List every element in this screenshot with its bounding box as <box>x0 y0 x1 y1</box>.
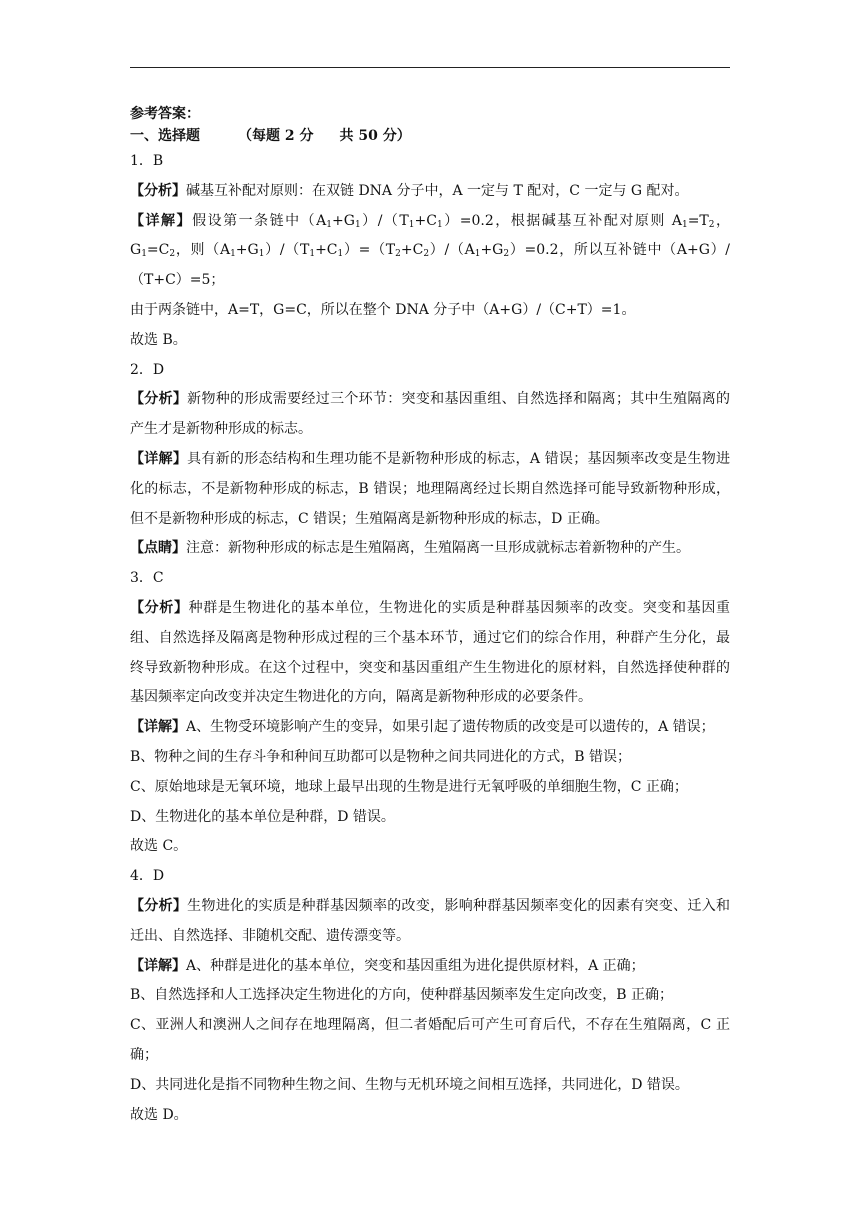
page-title: 参考答案： <box>130 106 200 122</box>
q2-answer: 2．D <box>130 361 165 378</box>
q1-detail-cont: 由于两条链中，A=T，G=C，所以在整个 DNA 分子中（A+G）/（C+T）=1。 <box>130 301 636 318</box>
q3-option-d: D、生物进化的基本单位是种群，D 错误。 <box>130 808 395 825</box>
q4-option-c: C、亚洲人和澳洲人之间存在地理隔离，但二者婚配后可产生可育后代，不存在生殖隔离，C 正确； <box>130 1017 730 1063</box>
q4-answer: 4．D <box>130 868 165 885</box>
q2-comment: 【点睛】注意：新物种形成的标志是生殖隔离，生殖隔离一旦形成就标志着新物种的产生。 <box>130 540 690 557</box>
header-rule <box>130 67 730 68</box>
answer-content <box>130 104 730 1130</box>
q4-option-d: D、共同进化是指不同物种生物之间、生物与无机环境之间相互选择，共同进化，D 错误。 <box>130 1076 689 1093</box>
detail-tag: 【详解】 <box>130 957 186 974</box>
q3-answer: 3．C <box>130 570 164 587</box>
q1-conclusion: 故选 B。 <box>130 331 187 348</box>
analysis-tag: 【分析】 <box>130 897 188 914</box>
q3-detail: 【详解】A、生物受环境影响产生的变异，如果引起了遗传物质的改变是可以遗传的，A 错误； <box>130 719 715 736</box>
detail-tag: 【详解】 <box>130 719 186 736</box>
detail-tag: 【详解】 <box>130 450 188 467</box>
q4-option-b: B、自然选择和人工选择决定生物进化的方向，使种群基因频率发生定向改变，B 正确； <box>130 987 674 1004</box>
q3-option-b: B、物种之间的生存斗争和种间互助都可以是物种之间共同进化的方式，B 错误； <box>130 748 632 765</box>
q2-analysis: 【分析】新物种的形成需要经过三个环节：突变和基因重组、自然选择和隔离；其中生殖隔离的产生才是新物种形成的标志。 <box>130 391 730 438</box>
comment-tag: 【点睛】 <box>130 540 186 557</box>
section-heading <box>130 125 730 147</box>
detail-tag: 【详解】 <box>130 212 193 229</box>
q1-analysis: 【分析】碱基互补配对原则：在双链 DNA 分子中，A 一定与 T 配对，C 一定与 G 配对。 <box>130 182 689 199</box>
analysis-tag: 【分析】 <box>130 599 189 616</box>
q2-detail: 【详解】具有新的形态结构和生理功能不是新物种形成的标志，A 错误；基因频率改变是生物进化的标志，不是新物种形成的标志，B 错误；地理隔离经过长期自然选择可能导致新物种形成，但不是新物种形成的标志，C 错误；生殖隔离是新物种形成的标志，D 正确。 <box>130 450 731 527</box>
q1-detail: 【详解】假设第一条链中$(A_1+G_1)/(T_1+C_1)=0.2$，根据碱基互补配对原则 $A_1=T_2$，$G_1=C_2$，则$(A_1+G_1)/(T_1+C_1)=(T_2+C_2)/(A_1+G_2)=0.2$，所以互补链中（A+G）/（T+C）=5； <box>130 212 731 289</box>
q3-conclusion: 故选 C。 <box>130 838 188 855</box>
section-name: 一、选择题 <box>130 128 200 144</box>
section-score-total: 共 50 分） <box>339 128 411 144</box>
q4-detail: 【详解】A、种群是进化的基本单位，突变和基因重组为进化提供原材料，A 正确； <box>130 957 645 974</box>
q3-analysis: 【分析】种群是生物进化的基本单位，生物进化的实质是种群基因频率的改变。突变和基因重组、自然选择及隔离是物种形成过程的三个基本环节，通过它们的综合作用，种群产生分化，最终导致新物种形成。在这个过程中，突变和基因重组产生生物进化的原材料，自然选择使种群的基因频率定向改变并决定生物进化的方向，隔离是新物种形成的必要条件。 <box>130 599 731 706</box>
q4-analysis: 【分析】生物进化的实质是种群基因频率的改变，影响种群基因频率变化的因素有突变、迁入和迁出、自然选择、非随机交配、遗传漂变等。 <box>130 897 730 944</box>
q1-answer: 1．B <box>130 153 164 169</box>
analysis-tag: 【分析】 <box>130 182 186 199</box>
analysis-tag: 【分析】 <box>130 391 188 408</box>
q4-conclusion: 故选 D。 <box>130 1106 188 1123</box>
q3-option-c: C、原始地球是无氧环境，地球上最早出现的生物是进行无氧呼吸的单细胞生物，C 正确； <box>130 778 688 795</box>
section-score-each: （每题 2 分 <box>238 128 314 144</box>
